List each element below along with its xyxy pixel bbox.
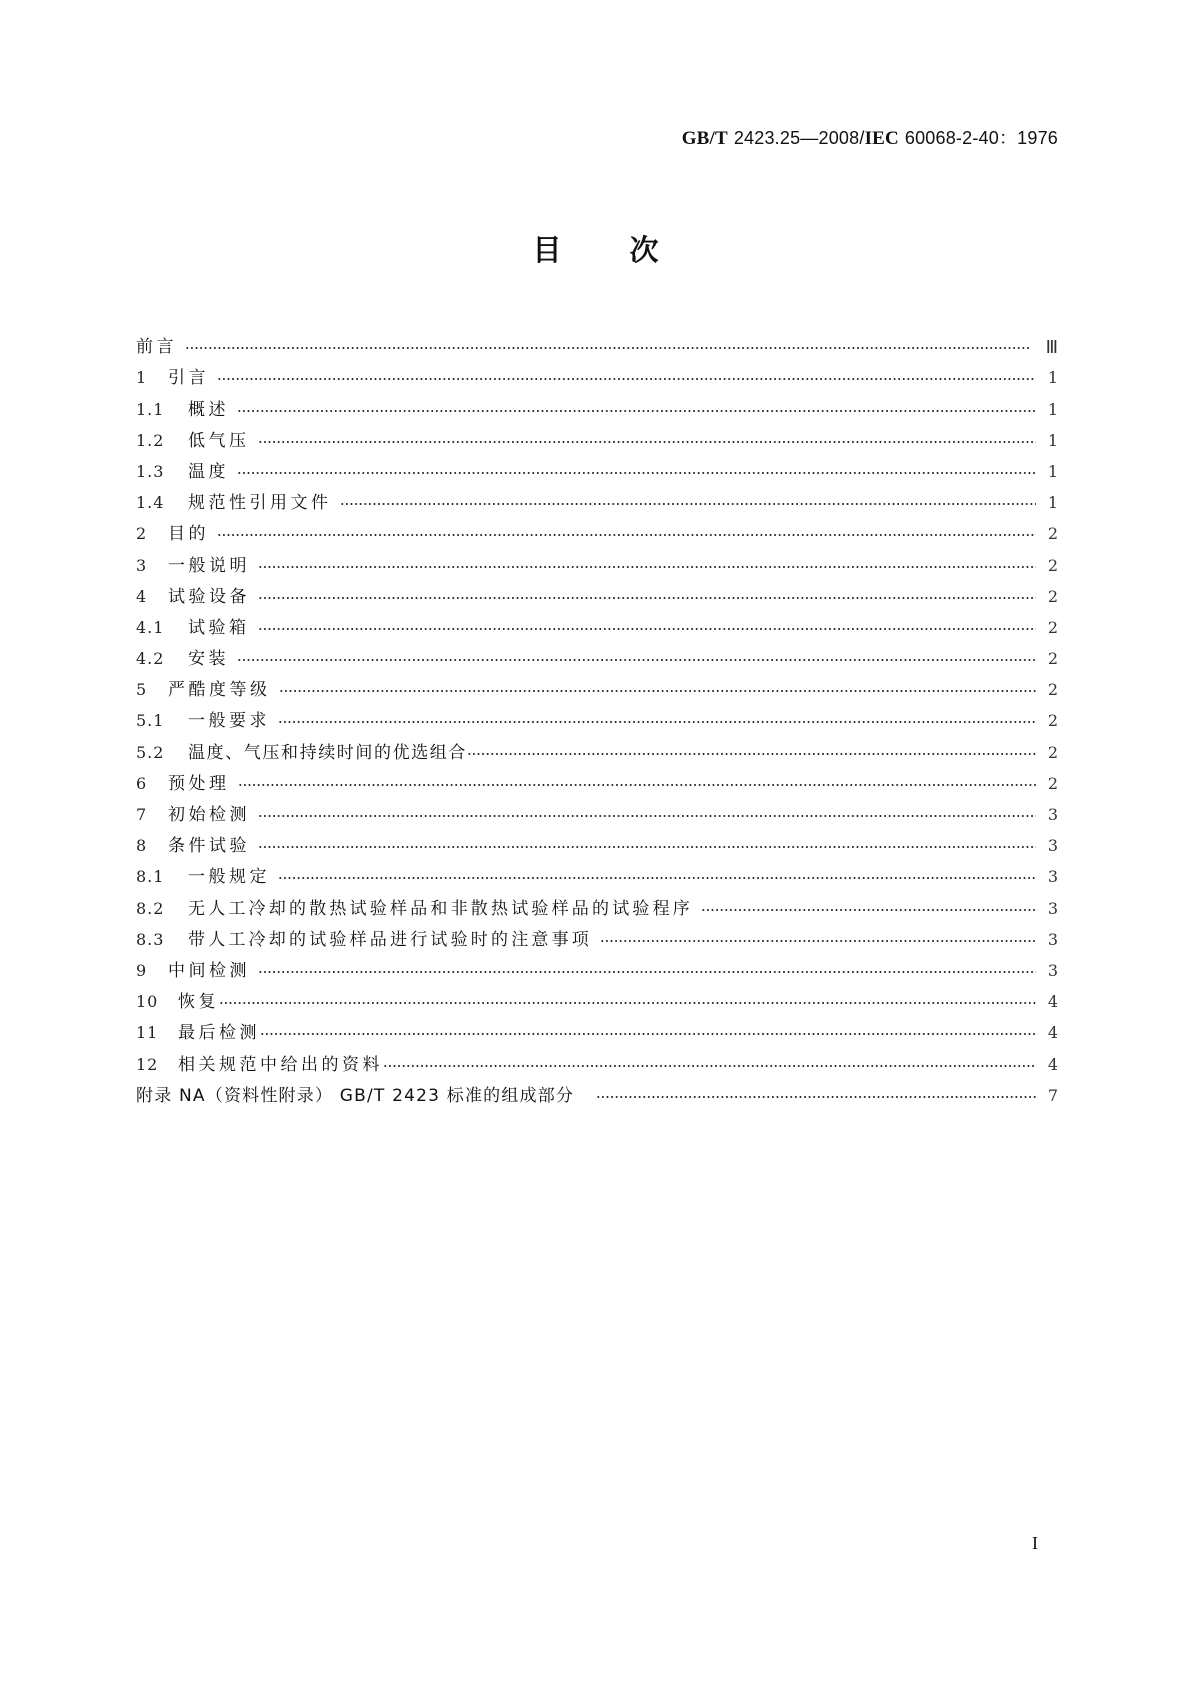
toc-entry-page: 2	[1047, 649, 1058, 669]
toc-entry-label: 中间检测	[168, 960, 250, 981]
toc-entry-number: 8	[136, 836, 148, 856]
toc-entry-number: 4.1	[136, 617, 165, 637]
toc-entry-page: Ⅲ	[1045, 337, 1058, 358]
toc-entry-page: 2	[1047, 586, 1058, 606]
toc-entry-page: 2	[1047, 617, 1058, 637]
toc-leader-dots	[219, 998, 1036, 1008]
toc-entry[interactable]	[136, 857, 1058, 888]
toc-leader-dots	[383, 1061, 1036, 1071]
toc-entry[interactable]	[136, 920, 1058, 951]
toc-leader-dots	[217, 374, 1036, 384]
toc-leader-dots	[217, 530, 1036, 540]
toc-entry[interactable]	[136, 982, 1058, 1013]
toc-entry-page: 1	[1047, 399, 1058, 419]
toc-entry-label: 一般规定	[188, 867, 270, 888]
toc-entry-annex-na[interactable]	[136, 1076, 1058, 1107]
toc-leader-dots	[258, 967, 1036, 977]
toc-entry[interactable]	[136, 732, 1058, 763]
toc-leader-dots	[238, 780, 1037, 790]
toc-entry[interactable]	[136, 545, 1058, 576]
toc-entry-page: 4	[1047, 1023, 1058, 1043]
toc-entry[interactable]	[136, 795, 1058, 826]
toc-entry-page: 1	[1047, 461, 1058, 481]
document-header	[682, 124, 1058, 150]
toc-entry-number: 11	[136, 1023, 159, 1043]
toc-entry[interactable]	[136, 764, 1058, 795]
toc-entry-label: 目的	[168, 524, 209, 545]
toc-entry[interactable]	[136, 358, 1058, 389]
toc-entry-number: 8.3	[136, 929, 165, 949]
toc-leader-dots	[237, 655, 1036, 665]
toc-entry-label: 概述	[188, 399, 229, 420]
toc-entry-page: 2	[1047, 680, 1058, 700]
toc-leader-dots	[258, 842, 1036, 852]
toc-entry-label: 规范性引用文件	[188, 493, 332, 514]
toc-entry-number: 4	[136, 586, 148, 606]
toc-entry-label: 相关规范中给出的资料	[178, 1054, 383, 1075]
toc-entry-page: 1	[1047, 493, 1058, 513]
toc-entry-number: 1.4	[136, 493, 165, 513]
toc-leader-dots	[278, 873, 1036, 883]
toc-entry[interactable]	[136, 888, 1058, 919]
toc-entry-page: 3	[1047, 960, 1058, 980]
toc-entry-label: 试验箱	[188, 617, 250, 638]
iec-number: 60068-2-40：1976	[904, 128, 1058, 148]
toc-entry[interactable]	[136, 421, 1058, 452]
toc-leader-dots	[237, 406, 1036, 416]
toc-leader-dots	[258, 437, 1037, 447]
toc-entry-label: 安装	[188, 649, 229, 670]
toc-entry-page: 3	[1047, 805, 1058, 824]
toc-entry-number: 12	[136, 1054, 159, 1074]
toc-entry-number: 1.3	[136, 461, 165, 481]
toc-entry-page: 2	[1047, 524, 1058, 544]
toc-leader-dots	[237, 468, 1036, 478]
toc-entry[interactable]	[136, 483, 1058, 514]
standard-prefix: GB/T	[681, 128, 728, 149]
standard-number: 2423.25—2008/	[733, 128, 865, 148]
toc-entry[interactable]	[136, 1013, 1058, 1044]
toc-leader-dots	[701, 905, 1036, 915]
page-title	[0, 228, 1191, 269]
toc-entry-page: 4	[1047, 992, 1058, 1012]
toc-entry[interactable]	[136, 577, 1058, 608]
toc-leader-dots	[600, 936, 1036, 946]
toc-entry-label: 引言	[168, 368, 209, 389]
toc-entry[interactable]	[136, 670, 1058, 701]
toc-entry-page: 2	[1047, 773, 1058, 793]
toc-entry-label: 初始检测	[168, 805, 250, 825]
toc-entry[interactable]	[136, 701, 1058, 732]
iec-prefix: IEC	[864, 128, 899, 149]
toc-entry-page: 2	[1047, 711, 1058, 731]
toc-entry-page: 4	[1047, 1054, 1058, 1074]
toc-leader-dots	[258, 624, 1037, 634]
toc-leader-dots	[596, 1092, 1036, 1102]
toc-entry-number: 6	[136, 773, 148, 793]
toc-entry-label: 预处理	[168, 773, 230, 794]
toc-leader-dots	[258, 811, 1036, 821]
toc-entry-label: 温度	[188, 461, 229, 482]
toc-entry-number: 2	[136, 524, 148, 544]
toc-entry-number: 5.1	[136, 711, 165, 731]
toc-entry[interactable]	[136, 452, 1058, 483]
toc-entry-number: 5	[136, 680, 148, 700]
title-char-1: 目	[532, 233, 562, 267]
toc-entry-number: 8.1	[136, 867, 165, 887]
toc-entry[interactable]	[136, 951, 1058, 982]
toc-entry-page: 1	[1047, 368, 1058, 388]
toc-entry-label: 一般要求	[188, 711, 270, 732]
toc-leader-dots	[258, 593, 1036, 603]
toc-leader-dots	[260, 1029, 1036, 1039]
toc-entry-page: 2	[1047, 742, 1058, 762]
toc-entry-page: 2	[1047, 555, 1058, 575]
toc-entry-number: 9	[136, 960, 148, 980]
toc-entry-number: 1.2	[136, 430, 165, 450]
toc-entry[interactable]	[136, 826, 1058, 857]
toc-entry[interactable]	[136, 608, 1058, 639]
toc-entry[interactable]	[136, 1044, 1058, 1075]
toc-leader-dots	[279, 686, 1037, 696]
toc-entry-page: 3	[1047, 867, 1058, 887]
toc-leader-dots	[185, 343, 1030, 353]
toc-entry-number: 3	[136, 555, 148, 575]
toc-entry-label: 附录 NA（资料性附录） GB/T 2423 标准的组成部分	[136, 1085, 575, 1106]
toc-entry[interactable]	[136, 639, 1058, 670]
toc-entry-number: 1.1	[136, 399, 165, 419]
toc-entry[interactable]	[136, 514, 1058, 545]
toc-entry-label: 低气压	[188, 430, 250, 451]
toc-entry-page: 7	[1047, 1085, 1058, 1105]
toc-entry[interactable]	[136, 389, 1058, 420]
toc-entry-number: 5.2	[136, 742, 165, 762]
toc-leader-dots	[258, 562, 1036, 572]
toc-entry-label: 试验设备	[168, 586, 250, 607]
toc-entry-label: 条件试验	[168, 836, 250, 857]
toc-entry-label: 最后检测	[178, 1023, 260, 1044]
toc-entry-number: 7	[136, 805, 148, 824]
title-char-2: 次	[629, 233, 659, 267]
toc-entry-number: 1	[136, 368, 148, 388]
toc-entry-page: 1	[1047, 430, 1058, 450]
toc-entry-label: 严酷度等级	[168, 680, 271, 701]
toc-entry-label: 带人工冷却的试验样品进行试验时的注意事项	[188, 929, 592, 950]
table-of-contents	[136, 327, 1058, 1107]
toc-entry-label: 一般说明	[168, 555, 250, 576]
toc-leader-dots	[278, 717, 1036, 727]
toc-leader-dots	[340, 499, 1037, 509]
toc-entry-number: 8.2	[136, 898, 165, 918]
toc-entry-label: 无人工冷却的散热试验样品和非散热试验样品的试验程序	[188, 898, 693, 919]
toc-entry-foreword[interactable]	[136, 327, 1058, 358]
toc-entry-page: 3	[1047, 836, 1058, 856]
toc-entry-number: 10	[136, 992, 159, 1012]
toc-entry-page: 3	[1047, 898, 1058, 918]
toc-entry-label: 温度、气压和持续时间的优选组合	[188, 742, 467, 763]
toc-entry-page: 3	[1047, 929, 1058, 949]
toc-entry-number: 4.2	[136, 649, 165, 669]
toc-leader-dots	[467, 749, 1036, 759]
toc-entry-label: 恢复	[178, 992, 219, 1013]
toc-entry-label: 前言	[136, 337, 177, 358]
page-number: I	[1032, 1533, 1038, 1553]
